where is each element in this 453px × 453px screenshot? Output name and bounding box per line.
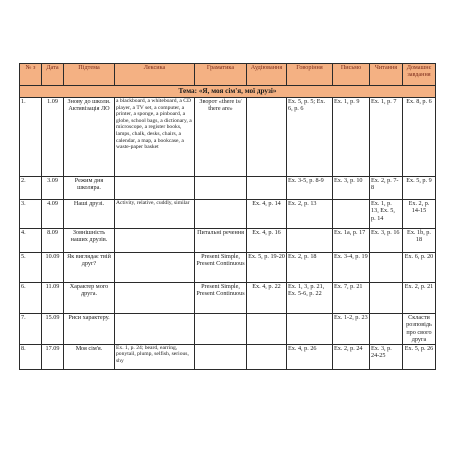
cell-date: 8.09 xyxy=(42,229,64,253)
cell-subtopic: Режим дня школяра. xyxy=(64,177,115,200)
cell-listening xyxy=(247,344,287,369)
cell-vocabulary xyxy=(115,177,195,200)
header-grammar: Граматика xyxy=(195,64,247,86)
cell-homework: Ex. 8, p. 6 xyxy=(403,98,436,177)
cell-listening: Ex. 4, p. 14 xyxy=(247,200,287,229)
lesson-plan-table xyxy=(19,63,436,370)
header-homework: Домашнє завдання xyxy=(403,64,436,86)
cell-speaking: Ex. 1, 3, p. 21, Ex. 5-6, p. 22 xyxy=(287,283,333,314)
cell-reading xyxy=(370,314,403,345)
cell-grammar: Зворот «there is/ there are» xyxy=(195,98,247,177)
cell-vocabulary xyxy=(115,283,195,314)
theme-row xyxy=(20,86,436,98)
header-listening: Аудіювання xyxy=(247,64,287,86)
table-row xyxy=(20,200,436,229)
cell-speaking: Ex. 2, p. 13 xyxy=(287,200,333,229)
table-row xyxy=(20,314,436,345)
cell-homework: Ex. 2, p. 14-15 xyxy=(403,200,436,229)
cell-vocabulary xyxy=(115,229,195,253)
cell-reading xyxy=(370,253,403,283)
cell-speaking: Ex. 5, p. 5; Ex. 6, p. 6 xyxy=(287,98,333,177)
cell-listening: Ex. 4, p. 22 xyxy=(247,283,287,314)
table-row xyxy=(20,344,436,369)
cell-listening xyxy=(247,177,287,200)
cell-vocabulary: Activity, relative, cuddly, similar xyxy=(115,200,195,229)
cell-date: 10.09 xyxy=(42,253,64,283)
cell-vocabulary xyxy=(115,314,195,345)
cell-listening xyxy=(247,314,287,345)
cell-speaking xyxy=(287,314,333,345)
header-num: № з xyxy=(20,64,42,86)
table-row xyxy=(20,283,436,314)
cell-num: 4. xyxy=(20,229,42,253)
cell-grammar xyxy=(195,314,247,345)
cell-date: 17.09 xyxy=(42,344,64,369)
header-vocabulary: Лексика xyxy=(115,64,195,86)
cell-grammar: Present Simple, Present Continuous xyxy=(195,283,247,314)
cell-reading xyxy=(370,283,403,314)
table-header-row xyxy=(20,64,436,86)
cell-subtopic: Наші друзі. xyxy=(64,200,115,229)
cell-reading: Ex. 2, p. 7-8 xyxy=(370,177,403,200)
cell-reading: Ex. 3, p. 24-25 xyxy=(370,344,403,369)
cell-subtopic: Як виглядає твій друг? xyxy=(64,253,115,283)
cell-reading: Ex. 3, p. 16 xyxy=(370,229,403,253)
cell-grammar: Present Simple, Present Continuous xyxy=(195,253,247,283)
cell-subtopic: Знову до школи. Активізація ЛО xyxy=(64,98,115,177)
cell-subtopic: Риси характеру. xyxy=(64,314,115,345)
cell-listening xyxy=(247,98,287,177)
cell-num: 3. xyxy=(20,200,42,229)
header-writing: Письмо xyxy=(333,64,370,86)
cell-writing: Ex. 7, p. 21 xyxy=(333,283,370,314)
cell-vocabulary: a blackboard, a whiteboard, a CD player, a TV set, a computer, a printer, a sponge, a pinboard, a globe, school bags, a dictionary, a microscope, a register books, lamps, chalk, desks, chairs, a calendar, a map, a bookcase, a waste-paper basket xyxy=(115,98,195,177)
cell-num: 2. xyxy=(20,177,42,200)
cell-writing: Ex. 3-4, p. 19 xyxy=(333,253,370,283)
cell-grammar xyxy=(195,200,247,229)
cell-grammar xyxy=(195,177,247,200)
cell-writing: Ex. 1-2, p. 23 xyxy=(333,314,370,345)
cell-date: 11.09 xyxy=(42,283,64,314)
cell-date: 3.09 xyxy=(42,177,64,200)
cell-num: 8. xyxy=(20,344,42,369)
cell-vocabulary xyxy=(115,253,195,283)
header-date: Дата xyxy=(42,64,64,86)
cell-homework: Ex. 5, p. 26 xyxy=(403,344,436,369)
cell-speaking: Ex. 4, p. 26 xyxy=(287,344,333,369)
cell-date: 15.09 xyxy=(42,314,64,345)
cell-speaking: Ex. 3-5, p. 8-9 xyxy=(287,177,333,200)
cell-writing: Ex. 1a, p. 17 xyxy=(333,229,370,253)
cell-date: 4.09 xyxy=(42,200,64,229)
theme-title: Тема: «Я, моя сім'я, мої друзі» xyxy=(20,86,436,98)
cell-writing: Ex. 3, p. 10 xyxy=(333,177,370,200)
cell-writing: Ex. 1, p. 9 xyxy=(333,98,370,177)
cell-writing: Ex. 2, p. 24 xyxy=(333,344,370,369)
cell-subtopic: Моя сім'я. xyxy=(64,344,115,369)
cell-homework: Ex. 1b, p. 18 xyxy=(403,229,436,253)
cell-num: 5. xyxy=(20,253,42,283)
table-row xyxy=(20,253,436,283)
cell-grammar: Питальні речення xyxy=(195,229,247,253)
table-row xyxy=(20,177,436,200)
header-speaking: Говоріння xyxy=(287,64,333,86)
cell-date: 1.09 xyxy=(42,98,64,177)
cell-speaking xyxy=(287,229,333,253)
cell-num: 6. xyxy=(20,283,42,314)
cell-writing xyxy=(333,200,370,229)
cell-subtopic: Характер мого друга. xyxy=(64,283,115,314)
cell-homework: Ex. 2, p. 21 xyxy=(403,283,436,314)
cell-speaking: Ex. 2, p. 18 xyxy=(287,253,333,283)
table-row xyxy=(20,98,436,177)
cell-listening: Ex. 4, p. 16 xyxy=(247,229,287,253)
cell-num: 7. xyxy=(20,314,42,345)
cell-homework: Ex. 5, p. 9 xyxy=(403,177,436,200)
cell-reading: Ex. 1, p. 7 xyxy=(370,98,403,177)
cell-subtopic: Зовнішність наших друзів. xyxy=(64,229,115,253)
header-reading: Читання xyxy=(370,64,403,86)
lesson-plan-sheet xyxy=(19,63,435,370)
table-row xyxy=(20,229,436,253)
header-subtopic: Підтема xyxy=(64,64,115,86)
cell-listening: Ex. 5, p. 19-20 xyxy=(247,253,287,283)
cell-num: 1. xyxy=(20,98,42,177)
cell-vocabulary: Ex. 1, p. 24; beard, earring, ponytail, plump, selfish, serious, shy xyxy=(115,344,195,369)
cell-reading: Ex. 1, p. 13, Ex. 5, p. 14 xyxy=(370,200,403,229)
cell-homework: Скласти розповідь про свого друга xyxy=(403,314,436,345)
cell-homework: Ex. 6, p. 20 xyxy=(403,253,436,283)
cell-grammar xyxy=(195,344,247,369)
